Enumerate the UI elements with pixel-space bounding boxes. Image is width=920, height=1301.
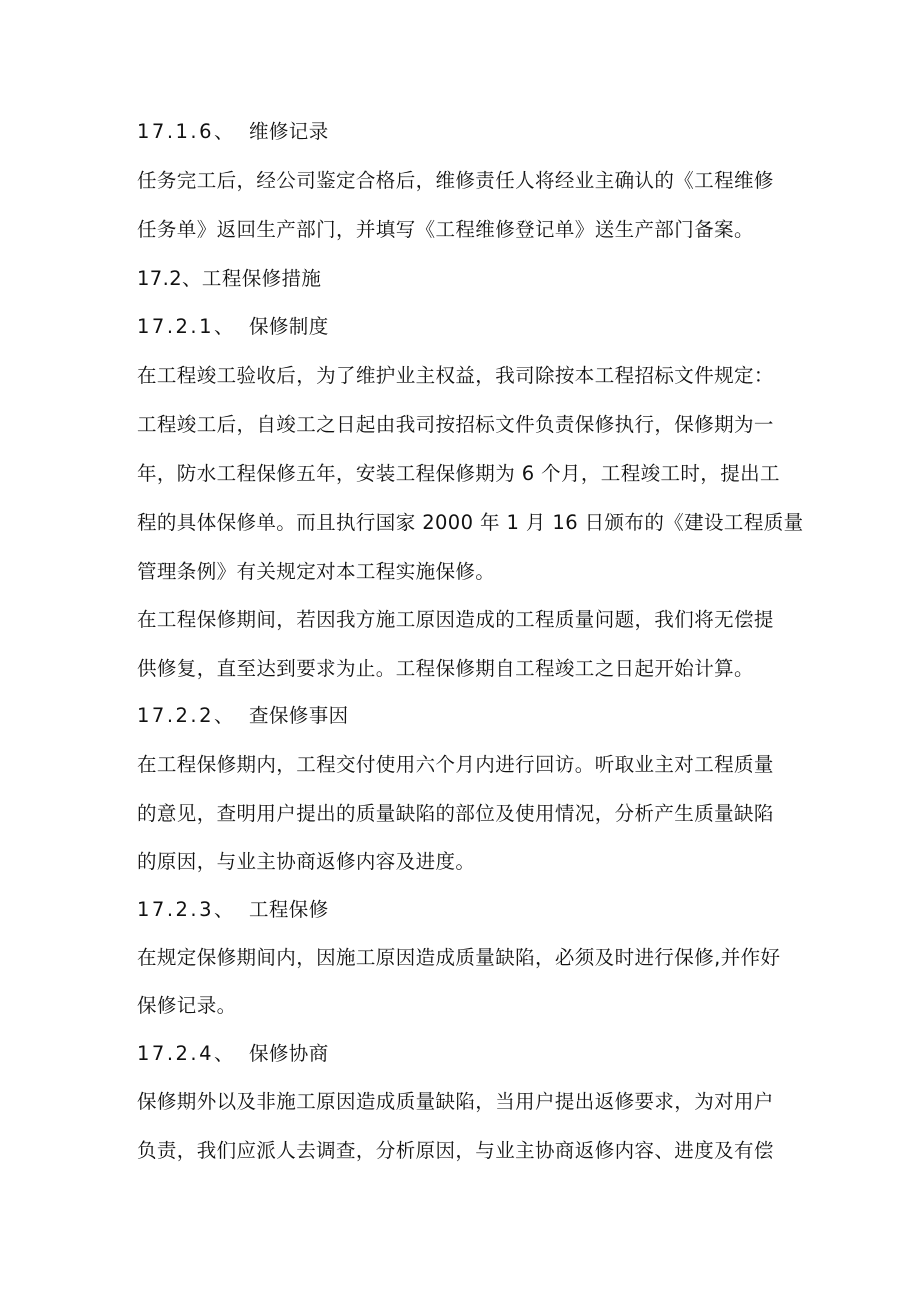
- paragraph-line: 工程竣工后，自竣工之日起由我司按招标文件负责保修执行，保修期为一: [137, 413, 774, 436]
- paragraph-line: 的原因，与业主协商返修内容及进度。: [137, 850, 476, 873]
- paragraph-line: 程的具体保修单。而且执行国家 2000 年 1 月 16 日颁布的《建设工程质量: [137, 511, 804, 534]
- heading-17-2-2: [137, 701, 349, 731]
- paragraph-line: 管理条例》有关规定对本工程实施保修。: [137, 560, 496, 583]
- section-title: 保修制度: [249, 315, 329, 338]
- paragraph-line: 的意见，查明用户提出的质量缺陷的部位及使用情况，分析产生质量缺陷: [137, 802, 774, 825]
- section-number: 17.2.3、: [137, 898, 237, 921]
- section-number: 17.2.1、: [137, 315, 237, 338]
- section-number: 17.1.6、: [137, 120, 237, 143]
- paragraph-line: 保修记录。: [137, 994, 237, 1017]
- paragraph-line: 年，防水工程保修五年，安装工程保修期为 6 个月，工程竣工时，提出工: [137, 462, 780, 485]
- paragraph-line: 在工程保修期间，若因我方施工原因造成的工程质量问题，我们将无偿提: [137, 608, 774, 631]
- section-title: 查保修事因: [249, 704, 349, 727]
- section-number: 17.2.2、: [137, 704, 237, 727]
- paragraph-line: 保修期外以及非施工原因造成质量缺陷，当用户提出返修要求，为对用户: [137, 1090, 774, 1113]
- section-number: 17.2.4、: [137, 1042, 237, 1065]
- paragraph-line: 在规定保修期间内，因施工原因造成质量缺陷，必须及时进行保修,并作好: [137, 946, 781, 969]
- paragraph-line: 负责，我们应派人去调查，分析原因，与业主协商返修内容、进度及有偿: [137, 1139, 774, 1162]
- section-title: 维修记录: [249, 120, 329, 143]
- heading-17-2-1: [137, 312, 329, 342]
- heading-17-2: 17.2、工程保修措施: [137, 267, 322, 290]
- paragraph-line: 任务单》返回生产部门，并填写《工程维修登记单》送生产部门备案。: [137, 218, 754, 241]
- paragraph-line: 供修复，直至达到要求为止。工程保修期自工程竣工之日起开始计算。: [137, 657, 754, 680]
- heading-17-2-3: [137, 895, 329, 925]
- section-title: 工程保修: [249, 898, 329, 921]
- section-title: 保修协商: [249, 1042, 329, 1065]
- paragraph-line: 在工程保修期内，工程交付使用六个月内进行回访。听取业主对工程质量: [137, 753, 774, 776]
- paragraph-line: 在工程竣工验收后，为了维护业主权益，我司除按本工程招标文件规定：: [137, 364, 774, 387]
- heading-17-1-6: [137, 117, 329, 147]
- paragraph-line: 任务完工后，经公司鉴定合格后，维修责任人将经业主确认的《工程维修: [137, 169, 774, 192]
- heading-17-2-4: [137, 1039, 329, 1069]
